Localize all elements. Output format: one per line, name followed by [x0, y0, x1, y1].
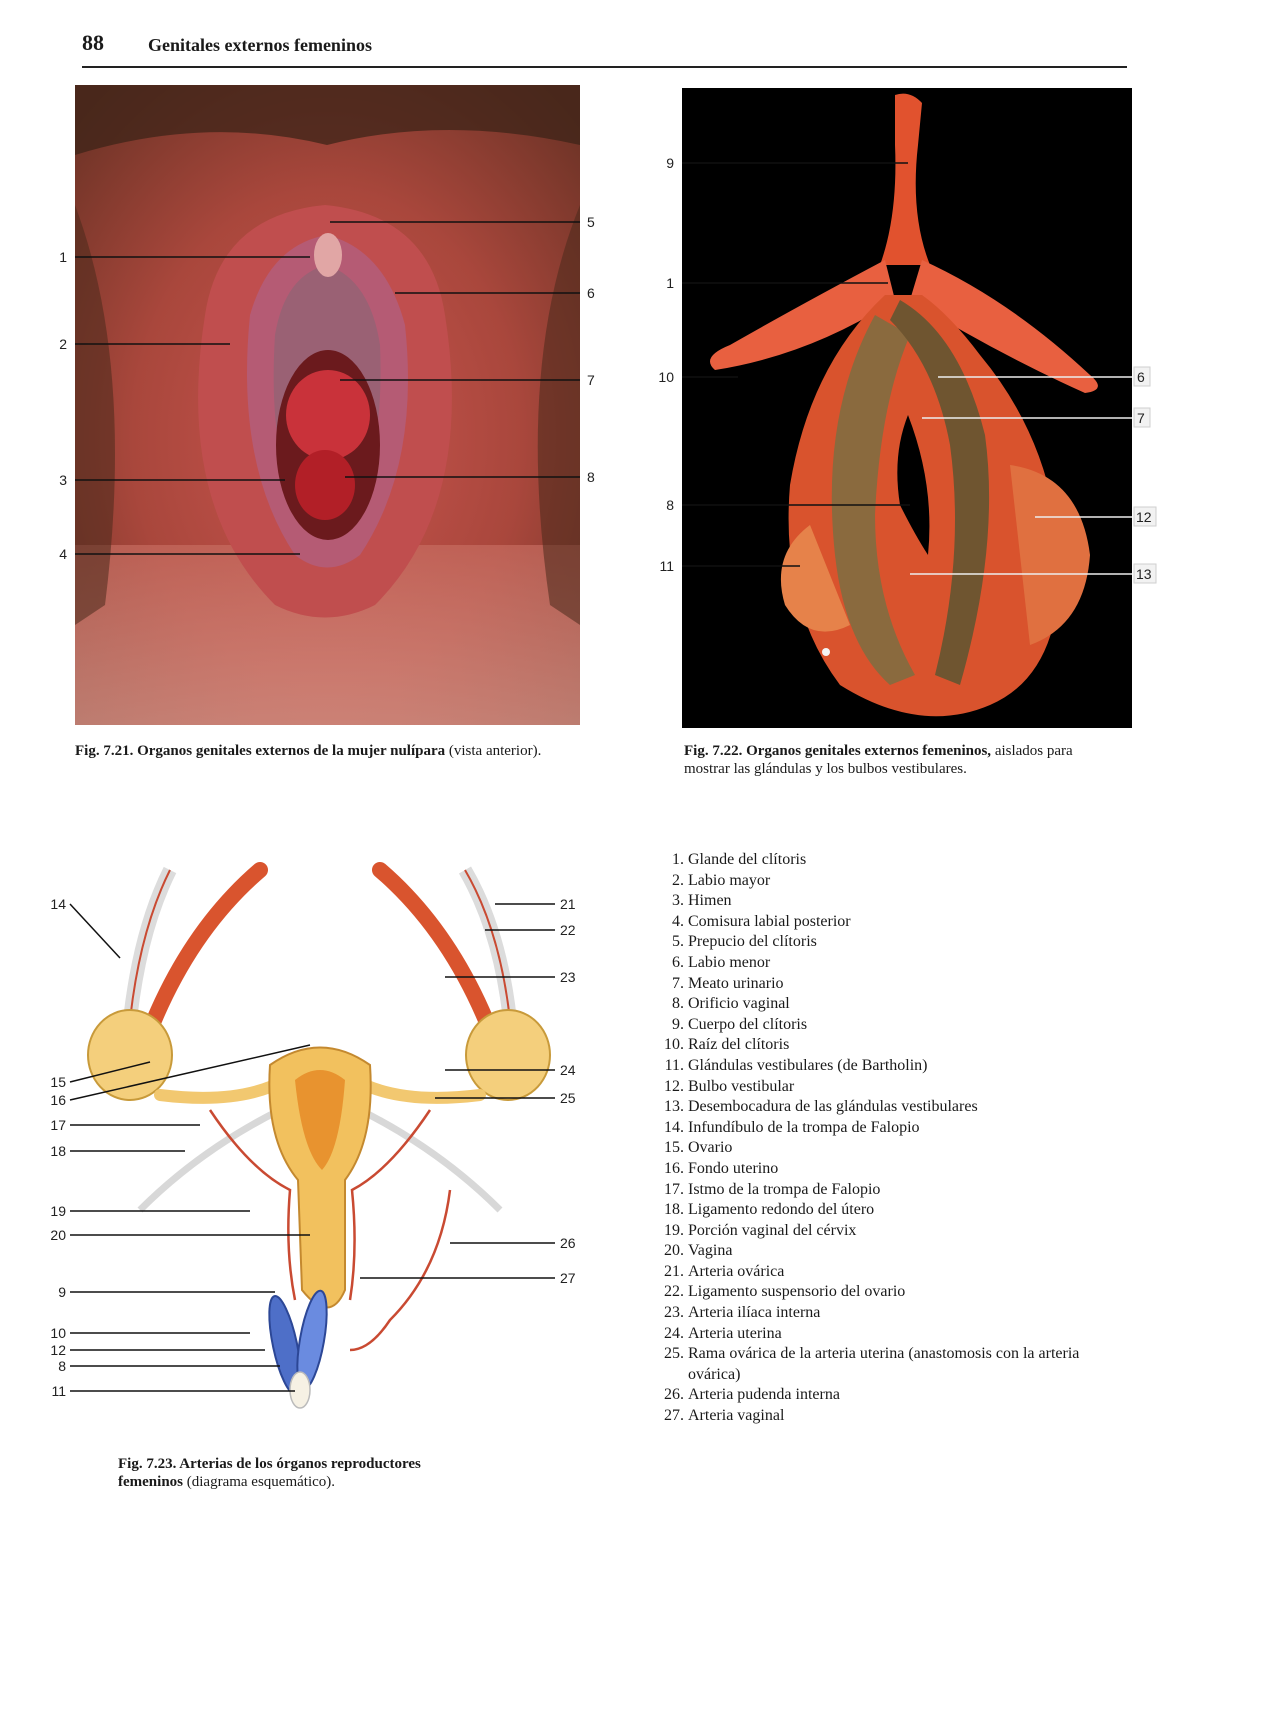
label-10: 10 [658, 369, 674, 385]
label-1: 1 [59, 249, 67, 265]
label-6: 6 [1137, 369, 1145, 385]
label-5: 5 [587, 214, 595, 230]
legend-item: 27. Arteria vaginal [664, 1407, 785, 1425]
legend-item: 1. Glande del clítoris [672, 851, 807, 868]
page-header [82, 30, 1127, 68]
label-12: 12 [1136, 509, 1152, 525]
legend-item: 17. Istmo de la trompa de Falopio [664, 1180, 881, 1198]
label-7: 7 [587, 372, 595, 388]
legend-item: 3. Himen [672, 892, 732, 910]
legend-item: 8. Orificio vaginal [672, 995, 790, 1013]
figure-7-21 [45, 85, 620, 730]
legend-item: 11. Glándulas vestibulares (de Bartholin) [664, 1056, 928, 1074]
legend-item: 7. Meato urinario [672, 974, 784, 992]
figure-7-22 [660, 85, 1160, 735]
legend-item: 19. Porción vaginal del cérvix [664, 1221, 857, 1239]
arteries-diagram [88, 870, 550, 1408]
label-21: 21 [560, 896, 576, 912]
label-12: 12 [50, 1342, 66, 1358]
running-title: Genitales externos femeninos [148, 35, 372, 55]
label-10: 10 [50, 1325, 66, 1341]
legend-item: 21. Arteria ovárica [664, 1262, 785, 1280]
legend-item: 16. Fondo uterino [664, 1159, 779, 1177]
label-4: 4 [59, 546, 67, 562]
label-9: 9 [58, 1284, 66, 1300]
label-23: 23 [560, 969, 576, 985]
page-number: 88 [82, 30, 104, 55]
legend-item: 25. Rama ovárica de la arteria uterina (anastomosis con la arteria ovárica) [664, 1345, 1080, 1383]
legend-item: 23. Arteria ilíaca interna [664, 1304, 821, 1322]
label-17: 17 [50, 1117, 66, 1133]
legend-item: 12. Bulbo vestibular [664, 1077, 795, 1095]
label-9: 9 [666, 155, 674, 171]
legend-item: 5. Prepucio del clítoris [672, 933, 817, 951]
legend-item: 22. Ligamento suspensorio del ovario [664, 1283, 906, 1301]
label-18: 18 [50, 1143, 66, 1159]
label-7: 7 [1137, 410, 1145, 426]
label-25: 25 [560, 1090, 576, 1106]
figure-7-23 [40, 850, 600, 1440]
label-6: 6 [587, 285, 595, 301]
label-16: 16 [50, 1092, 66, 1108]
legend-item: 9. Cuerpo del clítoris [672, 1015, 808, 1033]
label-13: 13 [1136, 566, 1152, 582]
label-14: 14 [50, 896, 66, 912]
legend-item: 10. Raíz del clítoris [664, 1036, 790, 1054]
legend-item: 18. Ligamento redondo del útero [664, 1201, 875, 1219]
legend-list [660, 850, 1130, 1427]
label-8: 8 [58, 1358, 66, 1374]
legend-item: 14. Infundíbulo de la trompa de Falopio [664, 1118, 920, 1136]
legend-item: 2. Labio mayor [672, 871, 771, 889]
legend-item: 4. Comisura labial posterior [672, 912, 851, 930]
caption-fig-7-22: Fig. 7.22. Organos genitales externos femeninos, aislados para mostrar las glándulas y los bulbos vestibulares. [684, 743, 1073, 777]
label-26: 26 [560, 1235, 576, 1251]
label-19: 19 [50, 1203, 66, 1219]
vulva-photo [75, 85, 580, 725]
legend-item: 24. Arteria uterina [664, 1324, 782, 1342]
isolated-genitalia-photo [682, 88, 1132, 728]
label-20: 20 [50, 1227, 66, 1243]
caption-fig-7-21: Fig. 7.21. Organos genitales externos de la mujer nulípara (vista anterior). [75, 743, 542, 759]
label-8: 8 [666, 497, 674, 513]
label-11: 11 [659, 558, 674, 574]
label-2: 2 [59, 336, 67, 352]
label-22: 22 [560, 922, 576, 938]
label-8: 8 [587, 469, 595, 485]
caption-fig-7-23: Fig. 7.23. Arterias de los órganos reproductores femeninos (diagrama esquemático). [118, 1456, 421, 1490]
legend-item: 6. Labio menor [672, 953, 771, 971]
label-11: 11 [51, 1383, 66, 1399]
label-15: 15 [50, 1074, 66, 1090]
legend-item: 15. Ovario [664, 1139, 733, 1157]
label-3: 3 [59, 472, 67, 488]
label-27: 27 [560, 1270, 576, 1286]
legend-item: 13. Desembocadura de las glándulas vestibulares [664, 1098, 978, 1116]
label-24: 24 [560, 1062, 576, 1078]
label-1: 1 [666, 275, 674, 291]
legend-item: 20. Vagina [664, 1242, 733, 1260]
legend-item: 26. Arteria pudenda interna [664, 1386, 840, 1404]
